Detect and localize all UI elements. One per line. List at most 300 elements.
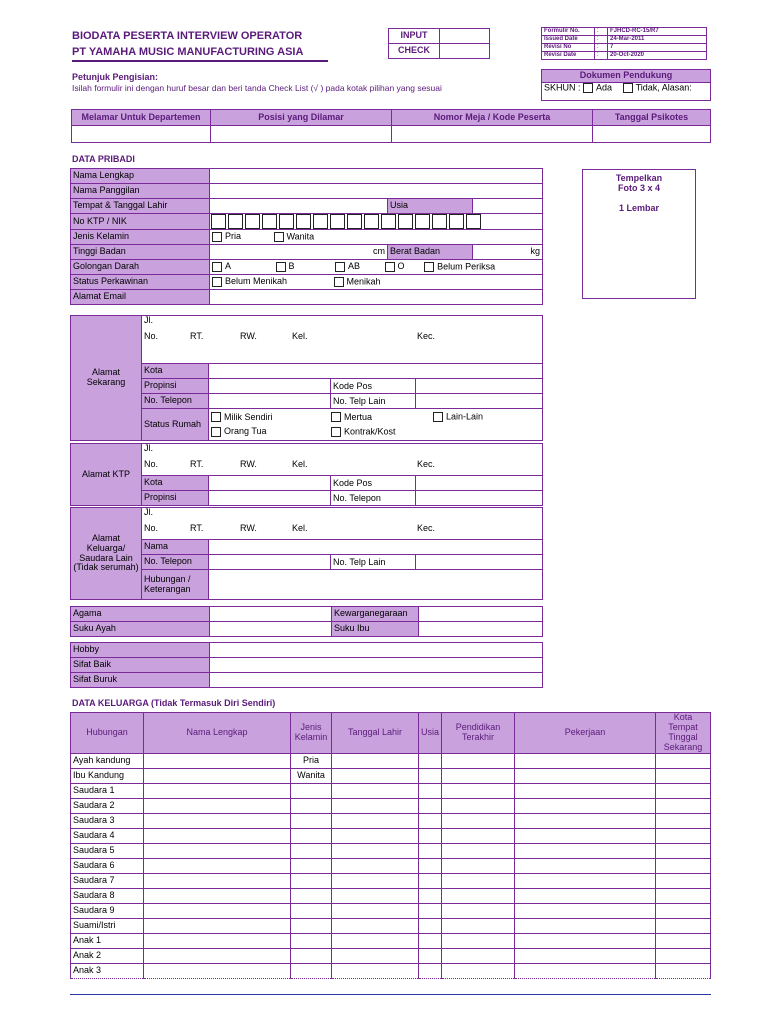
revisi-no-value: 7 xyxy=(608,44,707,52)
kota-label: Kota xyxy=(142,364,209,379)
nama-panggilan-field[interactable] xyxy=(210,184,543,199)
header-pekerjaan: Pekerjaan xyxy=(515,713,656,754)
header-nama-lengkap: Nama Lengkap xyxy=(144,713,291,754)
jenis-kelamin-cell[interactable] xyxy=(291,918,332,933)
nama-cell[interactable] xyxy=(144,858,291,873)
gol-o-checkbox[interactable] xyxy=(385,262,395,272)
table-row xyxy=(71,888,711,903)
ttl-label: Tempat & Tanggal Lahir xyxy=(71,199,210,214)
table-row xyxy=(71,873,711,888)
usia-cell[interactable] xyxy=(419,888,442,903)
no-label: No. xyxy=(144,458,159,469)
dokumen-pendukung xyxy=(541,69,711,101)
pekerjaan-cell[interactable] xyxy=(515,858,656,873)
kode-pos-field[interactable] xyxy=(331,379,543,394)
pekerjaan-cell[interactable] xyxy=(515,768,656,783)
gol-o-label: O xyxy=(397,261,405,272)
pendidikan-cell[interactable] xyxy=(442,798,515,813)
header-tanggal-psikotes: Tanggal Psikotes xyxy=(593,110,711,126)
apply-table xyxy=(71,109,711,143)
data-pribadi-table xyxy=(70,168,543,305)
pendidikan-cell[interactable] xyxy=(442,918,515,933)
pekerjaan-cell[interactable] xyxy=(515,933,656,948)
check-label: CHECK xyxy=(389,44,440,59)
gol-b-label: B xyxy=(288,261,295,272)
sep: : xyxy=(595,44,608,52)
header-pendidikan: Pendidikan Terakhir xyxy=(442,713,515,754)
tinggi-field[interactable] xyxy=(210,245,388,260)
jenis-kelamin-cell[interactable] xyxy=(291,948,332,963)
ttl-field[interactable] xyxy=(210,199,388,214)
alamat-keluarga-jl[interactable] xyxy=(142,508,543,540)
sep: : xyxy=(595,28,608,36)
sifat-buruk-label: Sifat Buruk xyxy=(71,673,210,688)
rt-label: RT. xyxy=(190,330,204,341)
issued-label: Issued Date xyxy=(542,36,595,44)
usia-cell[interactable] xyxy=(419,753,442,768)
hobby-table xyxy=(70,642,543,688)
milik-sendiri-checkbox[interactable] xyxy=(211,412,221,422)
jenis-kelamin-cell[interactable] xyxy=(291,783,332,798)
gol-belum-label: Belum Periksa xyxy=(437,261,496,272)
nama-cell[interactable] xyxy=(144,753,291,768)
photo-line3: 1 Lembar xyxy=(618,203,660,213)
input-field[interactable] xyxy=(440,29,490,44)
berat-label: Berat Badan xyxy=(388,245,473,260)
keluarga-telp-lain-field[interactable] xyxy=(331,555,543,570)
usia-cell[interactable] xyxy=(419,873,442,888)
hubungan-cell: Ibu Kandung xyxy=(71,768,144,783)
lain-lain-checkbox[interactable] xyxy=(433,412,443,422)
ktp-propinsi-field[interactable] xyxy=(209,491,331,506)
tanggal-lahir-cell[interactable] xyxy=(332,933,419,948)
tidak-label: Tidak, Alasan: xyxy=(635,82,692,93)
pekerjaan-cell[interactable] xyxy=(515,753,656,768)
gol-ab-checkbox[interactable] xyxy=(335,262,345,272)
tidak-checkbox[interactable] xyxy=(623,83,633,93)
pria-label: Pria xyxy=(225,231,242,242)
keluarga-hubungan-field[interactable] xyxy=(209,570,543,600)
tanggal-lahir-cell[interactable] xyxy=(332,963,419,978)
jenis-kelamin-cell[interactable] xyxy=(291,813,332,828)
ktp-kode-pos-field[interactable] xyxy=(331,476,543,491)
kota-cell[interactable] xyxy=(656,948,711,963)
belum-menikah-checkbox[interactable] xyxy=(212,277,222,287)
propinsi-field[interactable] xyxy=(209,379,331,394)
jenis-kelamin-cell[interactable]: Pria xyxy=(291,753,332,768)
kontrak-label: Kontrak/Kost xyxy=(344,425,396,436)
nama-lengkap-label: Nama Lengkap xyxy=(71,169,210,184)
gol-a-label: A xyxy=(225,261,232,272)
suku-ayah-field[interactable] xyxy=(210,622,332,637)
form-info-table xyxy=(541,27,707,60)
nama-cell[interactable] xyxy=(144,888,291,903)
hubungan-cell: Anak 2 xyxy=(71,948,144,963)
header-jenis-kelamin: Jenis Kelamin xyxy=(291,713,332,754)
jenis-kelamin-cell[interactable] xyxy=(291,873,332,888)
propinsi-label: Propinsi xyxy=(142,491,209,506)
tanggal-lahir-cell[interactable] xyxy=(332,873,419,888)
kota-cell[interactable] xyxy=(656,903,711,918)
hubungan-cell: Saudara 6 xyxy=(71,858,144,873)
agama-field[interactable] xyxy=(210,607,332,622)
sifat-buruk-field[interactable] xyxy=(210,673,543,688)
jenis-kelamin-cell[interactable] xyxy=(291,798,332,813)
jenis-kelamin-cell[interactable] xyxy=(291,843,332,858)
mertua-checkbox[interactable] xyxy=(331,412,341,422)
belum-menikah-label: Belum Menikah xyxy=(225,276,288,287)
suku-ibu-label: Suku Ibu xyxy=(332,622,419,637)
rw-label: RW. xyxy=(240,330,257,341)
usia-cell[interactable] xyxy=(419,828,442,843)
pekerjaan-cell[interactable] xyxy=(515,798,656,813)
kel-label: Kel. xyxy=(292,458,308,469)
hubungan-cell: Anak 1 xyxy=(71,933,144,948)
hubungan-label: Hubungan / xyxy=(144,573,191,584)
jenis-kelamin-cell[interactable]: Wanita xyxy=(291,768,332,783)
header-hubungan: Hubungan xyxy=(71,713,144,754)
status-rumah-label: Status Rumah xyxy=(142,409,209,441)
nama-lengkap-field[interactable] xyxy=(210,169,543,184)
alamat-sekarang-jl[interactable] xyxy=(142,316,543,364)
rt-label: RT. xyxy=(190,458,204,469)
nama-cell[interactable] xyxy=(144,828,291,843)
wanita-checkbox[interactable] xyxy=(274,232,284,242)
orang-tua-label: Orang Tua xyxy=(224,425,267,436)
dokumen-label: Dokumen Pendukung xyxy=(542,70,711,83)
tanggal-lahir-cell[interactable] xyxy=(332,798,419,813)
orang-tua-checkbox[interactable] xyxy=(211,427,221,437)
kota-cell[interactable] xyxy=(656,783,711,798)
tanggal-lahir-cell[interactable] xyxy=(332,843,419,858)
agama-table xyxy=(70,606,543,637)
hubungan-cell: Suami/Istri xyxy=(71,918,144,933)
ktp-boxes[interactable] xyxy=(210,214,543,230)
pendidikan-cell[interactable] xyxy=(442,783,515,798)
kota-cell[interactable] xyxy=(656,753,711,768)
pendidikan-cell[interactable] xyxy=(442,888,515,903)
kode-pos-label: Kode Pos xyxy=(331,476,416,490)
tanggal-lahir-cell[interactable] xyxy=(332,753,419,768)
kewarganegaraan-field[interactable] xyxy=(419,607,543,622)
pekerjaan-cell[interactable] xyxy=(515,828,656,843)
jenis-kelamin-label: Jenis Kelamin xyxy=(71,230,210,245)
sep: : xyxy=(595,52,608,60)
agama-label: Agama xyxy=(71,607,210,622)
kota-cell[interactable] xyxy=(656,963,711,978)
kel-label: Kel. xyxy=(292,522,308,533)
jenis-kelamin-cell[interactable] xyxy=(291,828,332,843)
no-telepon-field[interactable] xyxy=(209,394,331,409)
usia-label: Usia xyxy=(388,199,473,214)
table-row xyxy=(71,828,711,843)
table-row xyxy=(71,753,711,768)
kec-label: Kec. xyxy=(417,522,436,533)
alamat-ktp-table xyxy=(70,443,543,506)
pendidikan-cell[interactable] xyxy=(442,828,515,843)
pekerjaan-cell[interactable] xyxy=(515,918,656,933)
departemen-field[interactable] xyxy=(72,126,211,143)
table-row xyxy=(71,933,711,948)
kec-label: Kec. xyxy=(417,458,436,469)
table-row xyxy=(71,948,711,963)
tanggal-lahir-cell[interactable] xyxy=(332,813,419,828)
tinggi-label: Tinggi Badan xyxy=(71,245,210,260)
hubungan-cell: Saudara 2 xyxy=(71,798,144,813)
issued-value: 24-Mar-2011 xyxy=(608,36,707,44)
table-row xyxy=(71,963,711,978)
tanggal-lahir-cell[interactable] xyxy=(332,918,419,933)
kewarganegaraan-label: Kewarganegaraan xyxy=(332,607,419,622)
wanita-label: Wanita xyxy=(286,231,315,242)
nama-cell[interactable] xyxy=(144,813,291,828)
pekerjaan-cell[interactable] xyxy=(515,783,656,798)
usia-cell[interactable] xyxy=(419,963,442,978)
golongan-label: Golongan Darah xyxy=(71,260,210,275)
instructions-heading: Petunjuk Pengisian: xyxy=(72,72,159,82)
sep: : xyxy=(595,36,608,44)
berat-field[interactable] xyxy=(473,245,543,260)
usia-cell[interactable] xyxy=(419,813,442,828)
hubungan-cell: Saudara 4 xyxy=(71,828,144,843)
jl-label: Jl. xyxy=(144,443,153,453)
nama-panggilan-label: Nama Panggilan xyxy=(71,184,210,199)
kota-cell[interactable] xyxy=(656,858,711,873)
nama-cell[interactable] xyxy=(144,873,291,888)
hubungan-cell: Saudara 5 xyxy=(71,843,144,858)
pendidikan-cell[interactable] xyxy=(442,813,515,828)
gol-ab-label: AB xyxy=(348,261,361,272)
kontrak-checkbox[interactable] xyxy=(331,427,341,437)
email-label: Alamat Email xyxy=(71,290,210,305)
usia-cell[interactable] xyxy=(419,933,442,948)
input-check-box xyxy=(388,28,490,59)
kota-field[interactable] xyxy=(209,364,543,379)
gol-belum-checkbox[interactable] xyxy=(424,262,434,272)
nama-cell[interactable] xyxy=(144,903,291,918)
ktp-kota-field[interactable] xyxy=(209,476,331,491)
jenis-kelamin-cell[interactable] xyxy=(291,903,332,918)
gol-a-checkbox[interactable] xyxy=(212,262,222,272)
nama-label: Nama xyxy=(142,540,209,555)
rw-label: RW. xyxy=(240,458,257,469)
pendidikan-cell[interactable] xyxy=(442,753,515,768)
no-telepon-label: No. Telepon xyxy=(142,394,209,409)
form-title-line2: PT YAMAHA MUSIC MANUFACTURING ASIA xyxy=(72,46,304,58)
form-no-value: FJHCD-RC-15/R7 xyxy=(608,28,707,36)
input-label: INPUT xyxy=(389,29,440,44)
pria-checkbox[interactable] xyxy=(212,232,222,242)
no-telp-lain-label: No. Telp Lain xyxy=(331,555,416,569)
no-telepon-label: No. Telepon xyxy=(142,555,209,570)
nama-cell[interactable] xyxy=(144,783,291,798)
pendidikan-cell[interactable] xyxy=(442,768,515,783)
data-keluarga-title: DATA KELUARGA (Tidak Termasuk Diri Sendiri) xyxy=(72,698,276,708)
pekerjaan-cell[interactable] xyxy=(515,843,656,858)
kota-cell[interactable] xyxy=(656,843,711,858)
keluarga-telepon-field[interactable] xyxy=(209,555,331,570)
check-field[interactable] xyxy=(440,44,490,59)
jenis-kelamin-cell[interactable] xyxy=(291,858,332,873)
kota-cell[interactable] xyxy=(656,798,711,813)
kota-cell[interactable] xyxy=(656,813,711,828)
nama-cell[interactable] xyxy=(144,798,291,813)
kode-pos-label: Kode Pos xyxy=(331,379,416,393)
menikah-label: Menikah xyxy=(346,276,381,287)
header-posisi: Posisi yang Dilamar xyxy=(211,110,392,126)
usia-cell[interactable] xyxy=(419,798,442,813)
pekerjaan-cell[interactable] xyxy=(515,948,656,963)
usia-field[interactable] xyxy=(473,199,543,214)
rt-label: RT. xyxy=(190,522,204,533)
alamat-sekarang-label: Alamat Sekarang xyxy=(71,316,142,441)
lain-lain-label: Lain-Lain xyxy=(446,411,484,422)
menikah-checkbox[interactable] xyxy=(334,277,344,287)
no-label: No. xyxy=(144,522,159,533)
nama-cell[interactable] xyxy=(144,918,291,933)
kg-unit: kg xyxy=(530,246,540,257)
pendidikan-cell[interactable] xyxy=(442,933,515,948)
table-row xyxy=(71,813,711,828)
kota-cell[interactable] xyxy=(656,873,711,888)
usia-cell[interactable] xyxy=(419,948,442,963)
photo-line2: Foto 3 x 4 xyxy=(617,183,660,193)
header-kota-tinggal: Kota Tempat Tinggal Sekarang xyxy=(656,713,711,754)
jenis-kelamin-cell[interactable] xyxy=(291,888,332,903)
cm-unit: cm xyxy=(373,246,385,257)
hubungan-cell: Saudara 9 xyxy=(71,903,144,918)
alamat-keluarga-label: Alamat Keluarga/ Saudara Lain (Tidak serumah) xyxy=(71,508,142,600)
hobby-field[interactable] xyxy=(210,643,543,658)
skhun-label: SKHUN : xyxy=(544,82,581,93)
tanggal-psikotes-field[interactable] xyxy=(593,126,711,143)
kota-cell[interactable] xyxy=(656,933,711,948)
sifat-baik-label: Sifat Baik xyxy=(71,658,210,673)
jenis-kelamin-cell[interactable] xyxy=(291,933,332,948)
ktp-label: No KTP / NIK xyxy=(71,214,210,230)
no-label: No. xyxy=(144,330,159,341)
header-departemen: Melamar Untuk Departemen xyxy=(72,110,211,126)
suku-ibu-field[interactable] xyxy=(419,622,543,637)
kec-label: Kec. xyxy=(417,330,436,341)
tanggal-lahir-cell[interactable] xyxy=(332,828,419,843)
pendidikan-cell[interactable] xyxy=(442,948,515,963)
table-row xyxy=(71,798,711,813)
table-row xyxy=(71,918,711,933)
sifat-baik-field[interactable] xyxy=(210,658,543,673)
header-tanggal-lahir: Tanggal Lahir xyxy=(332,713,419,754)
tanggal-lahir-cell[interactable] xyxy=(332,903,419,918)
kota-label: Kota xyxy=(142,476,209,491)
footer-line xyxy=(70,994,711,995)
nama-cell[interactable] xyxy=(144,933,291,948)
alamat-ktp-label: Alamat KTP xyxy=(71,444,142,506)
suku-ayah-label: Suku Ayah xyxy=(71,622,210,637)
keluarga-header-row xyxy=(71,713,711,754)
kota-cell[interactable] xyxy=(656,888,711,903)
gol-b-checkbox[interactable] xyxy=(276,262,286,272)
keluarga-nama-field[interactable] xyxy=(209,540,543,555)
hubungan-cell: Saudara 7 xyxy=(71,873,144,888)
pekerjaan-cell[interactable] xyxy=(515,873,656,888)
pendidikan-cell[interactable] xyxy=(442,858,515,873)
table-row xyxy=(71,768,711,783)
no-telp-lain-field[interactable] xyxy=(331,394,543,409)
tanggal-lahir-cell[interactable] xyxy=(332,768,419,783)
posisi-field[interactable] xyxy=(211,126,392,143)
pekerjaan-cell[interactable] xyxy=(515,903,656,918)
kota-cell[interactable] xyxy=(656,918,711,933)
ktp-no-telepon-field[interactable] xyxy=(331,491,543,506)
nama-cell[interactable] xyxy=(144,963,291,978)
hubungan-cell: Saudara 1 xyxy=(71,783,144,798)
email-field[interactable] xyxy=(210,290,543,305)
kota-cell[interactable] xyxy=(656,828,711,843)
revisi-date-value: 20-Oct-2020 xyxy=(608,52,707,60)
table-row xyxy=(71,903,711,918)
hubungan-cell: Saudara 3 xyxy=(71,813,144,828)
usia-cell[interactable] xyxy=(419,903,442,918)
usia-cell[interactable] xyxy=(419,783,442,798)
mertua-label: Mertua xyxy=(344,411,373,422)
pendidikan-cell[interactable] xyxy=(442,903,515,918)
tanggal-lahir-cell[interactable] xyxy=(332,948,419,963)
jl-label: Jl. xyxy=(144,315,153,325)
jenis-kelamin-cell[interactable] xyxy=(291,963,332,978)
photo-line1: Tempelkan xyxy=(615,173,663,183)
kota-cell[interactable] xyxy=(656,768,711,783)
pekerjaan-cell[interactable] xyxy=(515,813,656,828)
form-no-label: Formulir No. xyxy=(542,28,595,36)
no-telepon-label: No. Telepon xyxy=(331,491,416,505)
nama-cell[interactable] xyxy=(144,768,291,783)
usia-cell[interactable] xyxy=(419,918,442,933)
pendidikan-cell[interactable] xyxy=(442,873,515,888)
tanggal-lahir-cell[interactable] xyxy=(332,888,419,903)
photo-placeholder[interactable] xyxy=(582,169,696,299)
tanggal-lahir-cell[interactable] xyxy=(332,783,419,798)
rw-label: RW. xyxy=(240,522,257,533)
header-usia: Usia xyxy=(419,713,442,754)
pendidikan-cell[interactable] xyxy=(442,963,515,978)
hubungan-cell: Saudara 8 xyxy=(71,888,144,903)
hubungan-cell: Ayah kandung xyxy=(71,753,144,768)
table-row xyxy=(71,858,711,873)
pendidikan-cell[interactable] xyxy=(442,843,515,858)
table-row xyxy=(71,783,711,798)
nomor-meja-field[interactable] xyxy=(392,126,593,143)
hobby-label: Hobby xyxy=(71,643,210,658)
tanggal-lahir-cell[interactable] xyxy=(332,858,419,873)
usia-cell[interactable] xyxy=(419,843,442,858)
no-telp-lain-label: No. Telp Lain xyxy=(331,394,416,408)
ada-checkbox[interactable] xyxy=(583,83,593,93)
nama-cell[interactable] xyxy=(144,843,291,858)
kel-label: Kel. xyxy=(292,330,308,341)
usia-cell[interactable] xyxy=(419,768,442,783)
hubungan-cell: Anak 3 xyxy=(71,963,144,978)
data-keluarga-table xyxy=(70,712,711,979)
nama-cell[interactable] xyxy=(144,948,291,963)
usia-cell[interactable] xyxy=(419,858,442,873)
alamat-ktp-jl[interactable] xyxy=(142,444,543,476)
alamat-sekarang-table xyxy=(70,315,543,441)
status-label: Status Perkawinan xyxy=(71,275,210,290)
pekerjaan-cell[interactable] xyxy=(515,888,656,903)
pekerjaan-cell[interactable] xyxy=(515,963,656,978)
alamat-keluarga-table xyxy=(70,507,543,600)
revisi-date-label: Revisi Date xyxy=(542,52,595,60)
